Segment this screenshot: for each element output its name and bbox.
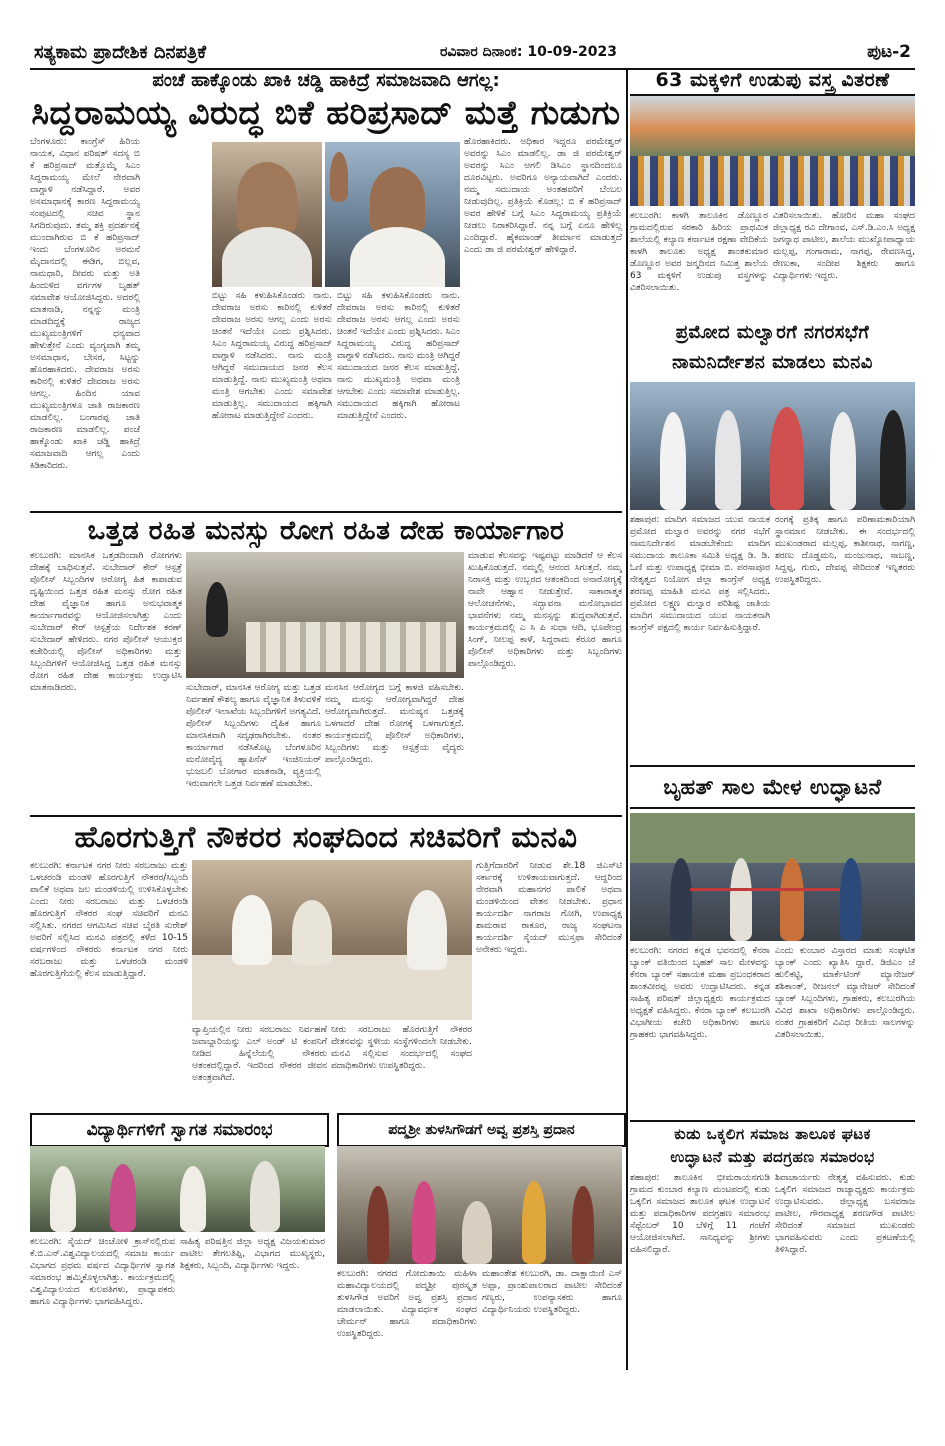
students-col1: ಕಲಬುರಗಿ: ಸೈಯದ್ ಚಿಂಚೋಳಿ ಕ್ರಾಸ್‌ನಲ್ಲಿರುವ ಕೆ.ಬಿ.ಎನ್.ವಿಶ್ವವಿದ್ಯಾಲಯದಲ್ಲಿ ಸಮಾಜ ಕಾರ್ಯ ವಿಭಾಗದ ಪ್ರಥಮ ವರ್ಷದ ವಿದ್ಯಾರ್ಥಿಗಳ ಸ್ವಾಗತ ಸಮಾರಂಭ ಹಮ್ಮಿಕೊಳ್ಳಲಾಗಿತ್ತು. ಕಾರ್ಯಕ್ರಮದಲ್ಲಿ ವಿಶ್ವವಿದ್ಯಾಲಯದ ಕುಲಪತಿಗಳು, ಪ್ರಾಧ್ಯಾಪಕರು ಹಾಗೂ ವಿದ್ಯಾರ್ಥಿಗಳು ಭಾಗವಹಿಸಿದ್ದರು. bbox=[30, 1237, 175, 1307]
column-divider bbox=[626, 70, 628, 1370]
uniforms-col1: ಕಲಬುರಗಿ: ಕಾಳಗಿ ತಾಲೂಕಿನ ಡೊಣ್ಣೂರ ಗ್ರಾಮದಲ್ಲಿರುವ ಸರಕಾರಿ ಹಿರಿಯ ಪ್ರಾಥಮಿಕ ಶಾಲೆಯಲ್ಲಿ ಕಲ್ಯಾಣ ಕರ್ನಾಟಕ ರಕ್ಷಣಾ ವೇದಿಕೆಯ ಕಾಳಗಿ ತಾಲೂಕು ಅಧ್ಯಕ್ಷ ಶಾಂತಕುಮಾರ ಡೊಣ್ಣೂರ ಅವರ ಜನ್ಮದಿನದ ನಿಮಿತ್ತ ಶಾಲೆಯ 63 ಮಕ್ಕಳಿಗೆ ಉಡುಪು ವಸ್ತ್ರಗಳನ್ನು ವಿತರಿಸಲಾಯಿತು. bbox=[630, 211, 768, 293]
photo-malwar bbox=[630, 382, 915, 510]
malwar-col2: ರಂಗಕ್ಕೆ ಪ್ರತಿಕ್ಕ ಹಾಗೂ ಪರಿಣಾಮಕಾರಿಯಾಗಿ ಸ್ಥಾನಮಾನ ನೀಡಬೇಕು. ಈ ಸಂದರ್ಭದಲ್ಲಿ ಮುಖಂಡರಾದ ಮಲ್ಲಪ್ಪ, ಕಾಶೀನಾಥ, ನಾಗಣ್ಣ, ಶರಣು ದೊಡ್ಡಮನಿ, ಮಂಜುನಾಥ, ಸಾಬಣ್ಣ, ಸಿದ್ದಪ್ಪ, ಗುರು, ದೇವಪ್ಪ ಸೇರಿದಂತೆ ಇನ್ನಿತರರು ಉಪಸ್ಥಿತರಿದ್ದರು. bbox=[775, 515, 915, 585]
uniforms-col2: ವಿತರಿಸಲಾಯಿತು. ಹೋರಿನ ಮಹಾ ಸಂಘದ ಜಿಲ್ಲಾಧ್ಯಕ್ಷ ರವಿ ದೇಗಾಂವ, ಎಸ್.ಡಿ.ಎಂ.ಸಿ ಅಧ್ಯಕ್ಷ ಜಗನ್ನಾಥ ಪಾಟೀಲ, ಶಾಲೆಯ ಮುಖ್ಯೋಪಾಧ್ಯಾಯ ಮಲ್ಲಪ್ಪ, ಗಂಗಾರಾಮ, ನಾಗಪ್ಪ, ರೇವಣಸಿದ್ಧ, ರೇಣುಕಾ, ಸಂದೀಪ ಶಿಕ್ಷಕರು ಹಾಗೂ ವಿದ್ಯಾರ್ಥಿಗಳು ಇದ್ದರು. bbox=[773, 211, 915, 281]
outsource-col2: ವ್ಯಾಪ್ತಿಯಲ್ಲಿನ ನೀರು ಸರಬರಾಜು ನಿರ್ವಹಣೆ ಜವಾಬ್ದಾರಿಯನ್ನು ಎಲ್ ಅಂಡ್ ಟಿ ಕಂಪನಿಗೆ ನೀಡಿದ ಹಿನ್ನೆಲೆಯಲ್ಲಿ ನೌಕರರು ಆತಂಕದಲ್ಲಿದ್ದಾರೆ. ಇದರಿಂದ ನೌಕರರ ಜೀವನ ಅತಂತ್ರವಾಗಿದೆ. bbox=[192, 1025, 327, 1083]
page-label: ಪುಟ-2 bbox=[867, 42, 911, 62]
award-col2: ಮಹಾಂತೇಶ ಕಲಬುರಗಿ, ಡಾ. ದಾಕ್ಷಾಯಿಣಿ ಎಸ್ ಅಪ್ಪಾ, ಪ್ರಾಂಶುಪಾಲರಾದ ಪಾಟೀಲ ಸೇರಿದಂತೆ ಗಣ್ಯರು, ಉಪನ್ಯಾಸಕರು ಹಾಗೂ ವಿದ್ಯಾರ್ಥಿನಿಯರು ಉಪಸ್ಥಿತರಿದ್ದರು. bbox=[482, 1269, 622, 1315]
photo-students bbox=[30, 1146, 325, 1232]
kudu-col2: ಶಿವಾಚಾರ್ಯರು ನೇತೃತ್ವ ವಹಿಸುವರು. ಕುಡು ಒಕ್ಕಲಿಗ ಸಮಾಜದ ರಾಜ್ಯಾಧ್ಯಕ್ಷರು ಕಾರ್ಯಕ್ರಮ ಉದ್ಘಾಟಿಸುವರು. ಜಿಲ್ಲಾಧ್ಯಕ್ಷ ಬಸವರಾಜ ಪಾಟೀಲ, ಗೌರವಾಧ್ಯಕ್ಷ ಶರಣಗೌಡ ಪಾಟೀಲ ಸೇರಿದಂತೆ ಸಮಾಜದ ಮುಖಂಡರು ಭಾಗವಹಿಸುವರು ಎಂದು ಪ್ರಕಟಣೆಯಲ್ಲಿ ತಿಳಿಸಿದ್ದಾರೆ. bbox=[775, 1173, 915, 1255]
lead-col3b: ಬಿಟ್ಟು ಸಹಿ ಕಳುಹಿಸಿಕೊಂಡರು ನಾನು. ದೇವರಾಜ ಅರಸು ಕಾರಿನಲ್ಲಿ ಕುಳಿತರೆ ದೇವರಾಜ ಅರಸು ಆಗಲ್ಲ ಎಂದು ಅರಸು ಚಿಂತನೆ ಇದೆಯೇ ಎಂದು ಪ್ರಶ್ನಿಸಿದರು. ಸಿಎಂ ಸಿದ್ದರಾಮಯ್ಯ ವಿರುದ್ಧ ಹರಿಪ್ರಸಾದ್ ವಾಗ್ದಾಳಿ ನಡೆಸಿದರು. ನಾನು ಮಂತ್ರಿ ಆಗಿದ್ದರೆ ಸಮುದಾಯದ ಜನರ ಕೆಲಸ ಮಾಡುತ್ತಿದ್ದೆ. ನಾನು ಮುಖ್ಯಮಂತ್ರಿ ಅಥವಾ ಮಂತ್ರಿ ಆಗಬೇಕು ಎಂದು ಸಮಾವೇಶ ಮಾಡುತ್ತಿಲ್ಲ. ಸಮುದಾಯದ ಹಕ್ಕಿಗಾಗಿ ಹೋರಾಟ ಮಾಡುತ್ತಿದ್ದೇನೆ ಎಂದರು. bbox=[337, 291, 460, 421]
yoga-headline: ಒತ್ತಡ ರಹಿತ ಮನಸ್ಸು ರೋಗ ರಹಿತ ದೇಹ ಕಾರ್ಯಾಗಾರ bbox=[87, 516, 565, 546]
students-headline: ವಿದ್ಯಾರ್ಥಿಗಳಿಗೆ ಸ್ವಾಗತ ಸಮಾರಂಭ bbox=[30, 1113, 329, 1147]
award-col1: ಕಲಬುರಗಿ: ನಗರದ ಗೋದುತಾಯಿ ಮಹಿಳಾ ಮಹಾವಿದ್ಯಾಲಯದಲ್ಲಿ ಪದ್ಮಶ್ರೀ ಪುರಸ್ಕೃತ ತುಳಸಿಗೌಡ ಅವರಿಗೆ ಅವ್ವ ಪ್ರಶಸ್ತಿ ಪ್ರದಾನ ಮಾಡಲಾಯಿತು. ವಿದ್ಯಾವರ್ಧಕ ಸಂಘದ ಚೇರ್ಮನ್ ಹಾಗೂ ಪದಾಧಿಕಾರಿಗಳು ಉಪಸ್ಥಿತರಿದ್ದರು. bbox=[337, 1269, 477, 1339]
photo-loanmela bbox=[630, 813, 915, 941]
outsource-col4: ಗುತ್ತಿಗೆದಾರರಿಗೆ ನೀಡುವ ಶೇ.18 ಜಿಎಸ್‌ಟಿ ಸರ್ಕಾರಕ್ಕೆ ಉಳಿತಾಯವಾಗುತ್ತದೆ. ಆದ್ದರಿಂದ ನೇರವಾಗಿ ಮಹಾನಗರ ಪಾಲಿಕೆ ಅಥವಾ ಮಂಡಳಿಯಿಂದ ವೇತನ ನೀಡಬೇಕು. ಪ್ರಧಾನ ಕಾರ್ಯದರ್ಶಿ ನಾಗರಾಜ ಗೋಗಿ, ಉಪಾಧ್ಯಕ್ಷ ಶಾಮರಾವ ಠಾಕೂರ, ರಾಜ್ಯ ಸಂಘಟನಾ ಕಾರ್ಯದರ್ಶಿ ಸೈಯದ್ ಮುಸ್ತಫಾ ಸೇರಿದಂತೆ ಅನೇಕರು ಇದ್ದರು. bbox=[476, 861, 622, 955]
photo-siddaramaiah bbox=[325, 142, 460, 287]
award-headline: ಪದ್ಮಶ್ರೀ ತುಳಸಿಗೌಡಗೆ ಅವ್ವ ಪ್ರಶಸ್ತಿ ಪ್ರದಾನ bbox=[337, 1113, 626, 1147]
photo-award bbox=[337, 1146, 622, 1264]
lead-col4: ಹೊರಹಾಕಿದರು. ಅಧಿಕಾರ ಇದ್ದರೂ ಪರಮೇಶ್ವರ್ ಅವರನ್ನು ಸಿಎಂ ಮಾಡಲಿಲ್ಲ. ಡಾ ಜಿ ಪರಮೇಶ್ವರ್ ಅವರನ್ನು ಸಿಎಂ ಆಗಲಿ ಡಿಸಿಎಂ ಸ್ಥಾನದಿಂದಲೂ ದೂರವಿಟ್ಟರು. ಅವರಿಗೂ ಅನ್ಯಾಯವಾಗಿದೆ ಎಂದರು. ನಮ್ಮ ಸಮುದಾಯ ಅಂತಹವರಿಗೆ ಬೆಂಬಲ ನೀಡುವುದಿಲ್ಲ. ಪ್ರತಿಕ್ರಿಯೆ ಕೊಡಲ್ಲ: ಬಿ ಕೆ ಹರಿಪ್ರಸಾದ್ ಅವರ ಹೇಳಿಕೆ ಬಗ್ಗೆ ಸಿಎಂ ಸಿದ್ದರಾಮಯ್ಯ ಪ್ರತಿಕ್ರಿಯೆ ನೀಡಲು ನಿರಾಕರಿಸಿದ್ದಾರೆ. ನನ್ನ ಬಗ್ಗೆ ಏನೂ ಹೇಳಿಲ್ಲ ಎಂದಿದ್ದಾರೆ. ಹೈಕಮಾಂಡ್ ತೀರ್ಮಾನ ಮಾಡುತ್ತದೆ ಎಂದು ಡಾ ಜಿ ಪರಮೇಶ್ವರ್ ಹೇಳಿದ್ದಾರೆ. bbox=[464, 137, 622, 255]
yoga-col4: ಮಾಡುವ ಕೆಲಸವನ್ನು ಇಷ್ಟಪಟ್ಟು ಮಾಡಿದರೆ ಆ ಕೆಲಸ ಖುಷಿಕೊಡುತ್ತದೆ. ನಮ್ಮಲ್ಲಿ ಆನಂದ ಸಿಗುತ್ತದೆ. ನಮ್ಮ ನಿರಾಸಕ್ತಿ ಮತ್ತು ಉಬ್ಬರದ ಆತಂಕದಿಂದ ಅನಾರೋಗ್ಯಕ್ಕೆ ನಾವೇ ಆಹ್ವಾನ ನೀಡುತ್ತೇವೆ. ಸಾಕಾರಾತ್ಮಕ ಆಲೋಚನೆಗಳು, ಸದ್ಭಾವನಾ ಮನೋಭಾವದ ಭಾವನೆಗಳು ನಮ್ಮ ಮನಸ್ಸನ್ನು ಶುದ್ಧವಾಗಿಡುತ್ತವೆ. ಕಾರ್ಯಕ್ರಮದಲ್ಲಿ ಎ ಸಿ ಪಿ ಸುಧಾ ಆದಿ, ಭೂಪೇಂದ್ರ ಸಿಂಗ್, ನೀಲಪ್ಪ ಕಾಳೆ, ಸಿದ್ದರಾಮ ಕೆರೂರ ಹಾಗೂ ಪೊಲೀಸ್ ಅಧಿಕಾರಿಗಳು ಮತ್ತು ಸಿಬ್ಬಂದಿಗಳು ಪಾಲ್ಗೊಂಡಿದ್ದರು. bbox=[468, 551, 622, 669]
loanmela-col1: ಕಲಬುರಗಿ: ನಗರದ ಕನ್ನಡ ಭವನದಲ್ಲಿ ಕೆನರಾ ಬ್ಯಾಂಕ್ ವತಿಯಿಂದ ಬೃಹತ್ ಸಾಲ ಮೇಳವನ್ನು ಕೆನರಾ ಬ್ಯಾಂಕ್ ಸಹಾಯಕ ಮಹಾ ಪ್ರಬಂಧಕರಾದ ಶಾಂತವೀರಪ್ಪ ಅವರು ಉದ್ಘಾಟಿಸಿದರು. ಕನ್ನಡ ಸಾಹಿತ್ಯ ಪರಿಷತ್ ಜಿಲ್ಲಾಧ್ಯಕ್ಷರು ಕಾರ್ಯಕ್ರಮದ ಅಧ್ಯಕ್ಷತೆ ವಹಿಸಿದ್ದರು. ಕೆನರಾ ಬ್ಯಾಂಕ್ ಕಲಬುರಗಿ ವಿಭಾಗೀಯ ಕಚೇರಿ ಅಧಿಕಾರಿಗಳು ಹಾಗೂ ಗ್ರಾಹಕರು ಭಾಗವಹಿಸಿದ್ದರು. bbox=[630, 946, 770, 1040]
photo-workshop bbox=[186, 552, 464, 678]
photo-hariprasad bbox=[212, 142, 322, 287]
outsource-col3: ನೀರು ಸರಬರಾಜು ಹೊರಗುತ್ತಿಗೆ ನೌಕರರ ವೇತನವನ್ನು ಸ್ಥಳೀಯ ಸಂಸ್ಥೆಗಳಿಂದಲೇ ನೀಡಬೇಕು. ಮನವಿ ಸಲ್ಲಿಸುವ ಸಂದರ್ಭದಲ್ಲಿ ಸಂಘದ ಪದಾಧಿಕಾರಿಗಳು ಉಪಸ್ಥಿತರಿದ್ದರು. bbox=[331, 1025, 472, 1071]
date-line: ರವಿವಾರ ದಿನಾಂಕ: 10-09-2023 bbox=[440, 44, 617, 60]
photo-uniforms bbox=[630, 96, 915, 206]
outsource-col1: ಕಲಬುರಗಿ: ಕರ್ನಾಟಕ ನಗರ ನೀರು ಸರಬರಾಜು ಮತ್ತು ಒಳಚರಂಡಿ ಮಂಡಳಿ ಹೊರಗುತ್ತಿಗೆ ನೌಕರರ/ಸಿಬ್ಬಂದಿ ಪಾಲಿಕೆ ಅಥವಾ ಜಲ ಮಂಡಳಿಯಲ್ಲಿ ಉಳಿಸಿಕೊಳ್ಳಬೇಕು ಎಂದು ನೀರು ಸರಬರಾಜು ಮತ್ತು ಒಳಚರಂಡಿ ಹೊರಗುತ್ತಿಗೆ ನೌಕರರ ಸಂಘ ಸಚಿವರಿಗೆ ಮನವಿ ಸಲ್ಲಿಸಿತು. ನಗರದ ಆಗಮಿಸಿದ ಸಚಿವ ಬೈರತಿ ಸುರೇಶ್ ಅವರಿಗೆ ಸಲ್ಲಿಸಿದ ಮನವಿ ಪತ್ರದಲ್ಲಿ ಕಳೆದ 10-15 ವರ್ಷಗಳಿಂದ ನೌಕರರು ಕರ್ನಾಟಕ ನಗರ ನೀರು ಸರಬರಾಜು ಮತ್ತು ಒಳಚರಂಡಿ ಮಂಡಳಿ ಹೊರಗುತ್ತಿಗೆಯಲ್ಲಿ ಕೆಲಸ ಮಾಡುತ್ತಿದ್ದಾರೆ. bbox=[30, 861, 188, 979]
yoga-col3: ಮನಸಿನ ಆರೋಗ್ಯದ ಬಗ್ಗೆ ಕಾಳಜಿ ವಹಿಸಬೇಕು. ನಮ್ಮ ಮನಸ್ಸು ಆರೋಗ್ಯವಾಗಿದ್ದರೆ ದೇಹ ಆರೋಗ್ಯವಾಗಿರುತ್ತದೆ. ಮನುಷ್ಯನ ಒತ್ತಡಕ್ಕೆ ಒಳಗಾದರೆ ದೇಹ ರೋಗಕ್ಕೆ ಒಳಗಾಗುತ್ತದೆ. ಕಾರ್ಯಕ್ರಮದಲ್ಲಿ ಪೊಲೀಸ್ ಅಧಿಕಾರಿಗಳು, ಸಿಬ್ಬಂದಿಗಳು ಮತ್ತು ಆಸ್ಪತ್ರೆಯ ವೈದ್ಯರು ಪಾಲ್ಗೊಂಡಿದ್ದರು. bbox=[325, 683, 464, 765]
photo-memorandum bbox=[192, 860, 472, 1020]
divider bbox=[30, 815, 622, 817]
yoga-col1: ಕಲಬುರಗಿ: ಮಾನಸಿಕ ಒತ್ತಡದಿಂದಾಗಿ ರೋಗಗಳು ದೇಹಕ್ಕೆ ಬಾಧಿಸುತ್ತವೆ. ಸುಬೇದಾರ್ ಕೇರ್ ಆಸ್ಪತ್ರೆ ಪೊಲೀಸ್ ಸಿಬ್ಬಂದಿಗಳ ಆರೋಗ್ಯ ಹಿತ ಕಾಪಾಡುವ ದೃಷ್ಟಿಯಿಂದ ಒತ್ತಡ ರಹಿತ ಮನಸ್ಸು ರೋಗ ರಹಿತ ದೇಹ ವೈಜ್ಞಾನಿಕ ಹಾಗೂ ಅನುಭವಾತ್ಮಕ ಕಾರ್ಯಾಗಾರವನ್ನು ಆಯೋಜಿಸಲಾಗಿತ್ತು ಎಂದು ಸುಬೇದಾರ್ ಕೇರ್ ಆಸ್ಪತ್ರೆಯ ನಿರ್ದೇಶಕ ಕರಣ್ ಸುಬೇದಾರ್ ಹೇಳಿದರು. ನಗರ ಪೊಲೀಸ್ ಆಯುಕ್ತರ ಕಚೇರಿಯಲ್ಲಿ ಪೊಲೀಸ್ ಅಧಿಕಾರಿಗಳು ಮತ್ತು ಸಿಬ್ಬಂದಿಗಳಿಗೆ ಆಯೋಜಿಸಿದ್ದ ಒತ್ತಡ ರಹಿತ ಮನಸ್ಸು ರೋಗ ರಹಿತ ದೇಹ ಕಾರ್ಯಕ್ರಮ ಉದ್ಘಾಟಿಸಿ ಮಾತನಾಡಿದರು. bbox=[30, 551, 182, 693]
loanmela-headline: ಬೃಹತ್ ಸಾಲ ಮೇಳ ಉದ್ಘಾಟನೆ bbox=[630, 765, 915, 809]
lead-kicker: ಪಂಚೆ ಹಾಕ್ಕೊಂಡು ಖಾಕಿ ಚಡ್ಡಿ ಹಾಕಿದ್ರೆ ಸಮಾಜವಾದಿ ಆಗಲ್ಲ: bbox=[152, 70, 500, 91]
kudu-headline-1: ಕುಡು ಒಕ್ಕಲಿಗ ಸಮಾಜ ತಾಲೂಕ ಘಟಕ bbox=[630, 1120, 915, 1146]
uniforms-headline: 63 ಮಕ್ಕಳಿಗೆ ಉಡುಪು ವಸ್ತ್ರ ವಿತರಣೆ bbox=[630, 66, 915, 96]
malwar-headline-2: ನಾಮನಿರ್ದೇಶನ ಮಾಡಲು ಮನವಿ bbox=[672, 352, 873, 373]
kudu-col1: ಶಹಾಪುರ: ತಾಲೂಕಿನ ಭೀಮರಾಯನಗುಡಿ ಗ್ರಾಮದ ಕುಂಬಾರ ಕಲ್ಯಾಣ ಮಂಟಪದಲ್ಲಿ ಕುಡು ಒಕ್ಕಲಿಗ ಸಮಾಜದ ತಾಲೂಕ ಘಟಕ ಉದ್ಘಾಟನೆ ಮತ್ತು ಪದಾಧಿಕಾರಿಗಳ ಪದಗ್ರಹಣ ಸಮಾರಂಭ ಸೆಪ್ಟೆಂಬರ್ 10 ಬೆಳಿಗ್ಗೆ 11 ಗಂಟೆಗೆ ಆಯೋಜಿಸಲಾಗಿದೆ. ಸಾನಿಧ್ಯವನ್ನು ಶ್ರೀಗಳು ವಹಿಸಲಿದ್ದಾರೆ. bbox=[630, 1173, 770, 1255]
yoga-col2: ಸುಬೇದಾರ್, ಮಾನಸಿಕ ಆರೋಗ್ಯ ಮತ್ತು ಒತ್ತಡ ನಿರ್ವಹಣೆ ಕೌಶಲ್ಯ ಹಾಗೂ ವೈಜ್ಞಾನಿಕ ತಿಳುವಳಿಕೆ ಪೊಲೀಸ್ ಇಲಾಖೆಯ ಸಿಬ್ಬಂದಿಗಳಿಗೆ ಅಗತ್ಯವಿದೆ. ಪೊಲೀಸ್ ಸಿಬ್ಬಂದಿಗಳು ದೈಹಿಕ ಹಾಗೂ ಮಾನಸಿಕವಾಗಿ ಸದೃಢರಾಗಿರಬೇಕು. ನಂತರ ಕಾರ್ಯಾಗಾರ ನಡೆಸಿಕೊಟ್ಟ ಬೆಂಗಳೂರಿನ ಮನೋವೈದ್ಯ ಹ್ಯಾಪಿನೆಸ್ ಇಂಜಿನಿಯರ್ ಭುಜಬಲಿ ಬೋಗಾರ ಮಾತನಾಡಿ, ವ್ಯಕ್ತಿಯಲ್ಲಿ ಇರುವಾಗಲೇ ಒತ್ತಡ ನಿರ್ವಹಣೆ ಮಾಡಬೇಕು. bbox=[186, 683, 321, 789]
kudu-headline-2: ಉದ್ಘಾಟನೆ ಮತ್ತು ಪದಗ್ರಹಣ ಸಮಾರಂಭ bbox=[670, 1148, 875, 1166]
paper-name: ಸತ್ಯಕಾಮ ಪ್ರಾದೇಶಿಕ ದಿನಪತ್ರಿಕೆ bbox=[34, 42, 207, 63]
students-col2: ಸಾಹಿತ್ಯ ಪರಿಷತ್ತಿನ ಜಿಲ್ಲಾ ಅಧ್ಯಕ್ಷ ವಿಜಯಕುಮಾರ ಪಾಟೀಲ ತೇಗಲತಿಪ್ಪಿ, ವಿಭಾಗದ ಮುಖ್ಯಸ್ಥರು, ಶಿಕ್ಷಕರು, ಸಿಬ್ಬಂದಿ, ವಿದ್ಯಾರ್ಥಿಗಳು ಇದ್ದರು. bbox=[180, 1237, 325, 1271]
malwar-col1: ಶಹಾಪುರ: ಮಾದಿಗ ಸಮಾಜದ ಯುವ ನಾಯಕ ಪ್ರಮೋದ ಮಲ್ವಾರ ಅವರನ್ನು ನಗರ ಸಭೆಗೆ ನಾಮನಿರ್ದೇಶನ ಮಾಡಬೇಕೆಂದು ಮಾದಿಗ ಸಮುದಾಯ ತಾಲೂಕಾ ಸಮಿತಿ ಅಧ್ಯಕ್ಷ ಡಿ. ಡಿ. ಓಣಿ ಮತ್ತು ಉಪಾಧ್ಯಕ್ಷ ಭೀಮಾ ಬಿ. ಪರಸಾಪೂರ ನೇತೃತ್ವದ ನಿಯೋಗ ಜಿಲ್ಲಾ ಕಾಂಗ್ರೆಸ್ ಅಧ್ಯಕ್ಷ ಶರಣಪ್ಪ ಮಾಹಿತಿ ಮನವಿ ಪತ್ರ ಸಲ್ಲಿಸಿದರು. ಪ್ರಮೋದ ಲಕ್ಷ್ಮಣ ಮಲ್ವಾರ ಪರಿಶಿಷ್ಟ ಜಾತಿಯ ಮಾದಿಗ ಸಮುದಾಯದ ಯುವ ನಾಯಕನಾಗಿ ಕಾಂಗ್ರೆಸ್ ಪಕ್ಷದಲ್ಲಿ ಕಾರ್ಯ ನಿರ್ವಹಿಸುತ್ತಿದ್ದಾರೆ. bbox=[630, 515, 770, 633]
loanmela-col2: ಎಂದು ಕುಂಬಾರ ವಿಸ್ತಾರದ ಮಾತು ಸಂಘಟಿತ ಬ್ಯಾಂಕ್ ಎಂದು ಖ್ಯಾತಿಸಿ ದ್ದಾರೆ. ಡಿಜಿಎಂ ಜೆ ಹುಲಿಕಟ್ಟಿ, ಮಾರ್ಕೆಟಿಂಗ್ ಮ್ಯಾನೇಜರ್ ಶಶಿಕಾಂತ್, ರೀಜನಲ್ ಮ್ಯಾನೇಜರ್ ಸೇರಿದಂತೆ ಬ್ಯಾಂಕ್ ಸಿಬ್ಬಂದಿಗಳು, ಗ್ರಾಹಕರು, ಕಲಬುರಗಿಯ ವಿವಿಧ ಶಾಖಾ ಅಧಿಕಾರಿಗಳು ಪಾಲ್ಗೊಂಡಿದ್ದರು. ನಂತರ ಗ್ರಾಹಕರಿಗೆ ವಿವಿಧ ರೀತಿಯ ಸಾಲಗಳನ್ನು ವಿತರಿಸಲಾಯಿತು. bbox=[775, 946, 915, 1040]
lead-headline: ಸಿದ್ದರಾಮಯ್ಯ ವಿರುದ್ಧ ಬಿಕೆ ಹರಿಪ್ರಸಾದ್ ಮತ್ತೆ ಗುಡುಗು bbox=[31, 93, 621, 132]
malwar-headline-1: ಪ್ರಮೋದ ಮಲ್ವಾರಗೆ ನಗರಸಭೆಗೆ bbox=[675, 322, 870, 343]
lead-col1: ಬೆಂಗಳೂರು: ಕಾಂಗ್ರೆಸ್ ಹಿರಿಯ ನಾಯಕ, ವಿಧಾನ ಪರಿಷತ್ ಸದಸ್ಯ ಬಿ ಕೆ ಹರಿಪ್ರಸಾದ್ ಮತ್ತೊಮ್ಮೆ ಸಿಎಂ ಸಿದ್ದರಾಮಯ್ಯ ಮೇಲೆ ನೇರವಾಗಿ ವಾಗ್ದಾಳಿ ನಡೆಸಿದ್ದಾರೆ. ಅವರ ಅಸಮಾಧಾನಕ್ಕೆ ಕಾರಣ ಸಿದ್ದರಾಮಯ್ಯ ಸಂಪುಟದಲ್ಲಿ ಸಚಿವ ಸ್ಥಾನ ಸಿಗದಿರುವುದು. ತಮ್ಮ ಶಕ್ತಿ ಪ್ರದರ್ಶನಕ್ಕೆ ಮುಂದಾಗಿರುವ ಬಿ ಕೆ ಹರಿಪ್ರಸಾದ್ ಇಂದು ಬೆಂಗಳೂರಿನ ಅರಮನೆ ಮೈದಾನದಲ್ಲಿ ಈಡಿಗ, ಬಿಲ್ಲವ, ನಾಮಧಾರಿ, ದೀವರು ಮತ್ತು ಅತಿ ಹಿಂದುಳಿದ ವರ್ಗಗಳ ಬೃಹತ್ ಸಮಾವೇಶ ಆಯೋಜಿಸಿದ್ದರು. ಅದರಲ್ಲಿ ಮಾತನಾಡಿ, ನನ್ನನ್ನು ಮಂತ್ರಿ ಮಾಡದಿದ್ದಕ್ಕೆ ರಾಜ್ಯದ ಮುಖ್ಯಮಂತ್ರಿಗಳಿಗೆ ಧನ್ಯವಾದ ಹೇಳುತ್ತೇನೆ ಎಂದು ವ್ಯಂಗ್ಯವಾಗಿ ತಮ್ಮ ಅಸಮಾಧಾನ, ಬೇಸರ, ಸಿಟ್ಟನ್ನು ಹೊರಹಾಕಿದರು. ದೇವರಾಜ ಅರಸು ಕಾರಿನಲ್ಲಿ ಕುಳಿತರೆ ದೇವರಾಜ ಅರಸು ಆಗಲ್ಲ. ಹಿಂದಿನ ಯಾವ ಮುಖ್ಯಮಂತ್ರಿಗಳೂ ಜಾತಿ ರಾಜಕಾರಣ ಮಾಡಲಿಲ್ಲ. ಬಂಗಾರಪ್ಪ ಜಾತಿ ರಾಜಕಾರಣ ಮಾಡಲಿಲ್ಲ. ಪಂಚೆ ಹಾಕ್ಕೊಂಡು ಖಾಕಿ ಚಡ್ಡಿ ಹಾಕಿದ್ರೆ ಸಮಾಜವಾದಿ ಆಗಲ್ಲ ಎಂದು ಕಿಡಿಕಾರಿದರು. bbox=[30, 137, 140, 471]
lead-col3: ಬಿಟ್ಟು ಸಹಿ ಕಳುಹಿಸಿಕೊಂಡರು ನಾನು. ದೇವರಾಜ ಅರಸು ಕಾರಿನಲ್ಲಿ ಕುಳಿತರೆ ದೇವರಾಜ ಅರಸು ಆಗಲ್ಲ ಎಂದು ಅರಸು ಚಿಂತನೆ ಇದೆಯೇ ಎಂದು ಪ್ರಶ್ನಿಸಿದರು. ಸಿಎಂ ಸಿದ್ದರಾಮಯ್ಯ ವಿರುದ್ಧ ಹರಿಪ್ರಸಾದ್ ವಾಗ್ದಾಳಿ ನಡೆಸಿದರು. ನಾನು ಮಂತ್ರಿ ಆಗಿದ್ದರೆ ಸಮುದಾಯದ ಜನರ ಕೆಲಸ ಮಾಡುತ್ತಿದ್ದೆ. ನಾನು ಮುಖ್ಯಮಂತ್ರಿ ಅಥವಾ ಮಂತ್ರಿ ಆಗಬೇಕು ಎಂದು ಸಮಾವೇಶ ಮಾಡುತ್ತಿಲ್ಲ. ಸಮುದಾಯದ ಹಕ್ಕಿಗಾಗಿ ಹೋರಾಟ ಮಾಡುತ್ತಿದ್ದೇನೆ ಎಂದರು. bbox=[212, 291, 332, 421]
divider bbox=[30, 511, 622, 513]
outsource-headline: ಹೊರಗುತ್ತಿಗೆ ನೌಕರರ ಸಂಘದಿಂದ ಸಚಿವರಿಗೆ ಮನವಿ bbox=[74, 820, 578, 855]
